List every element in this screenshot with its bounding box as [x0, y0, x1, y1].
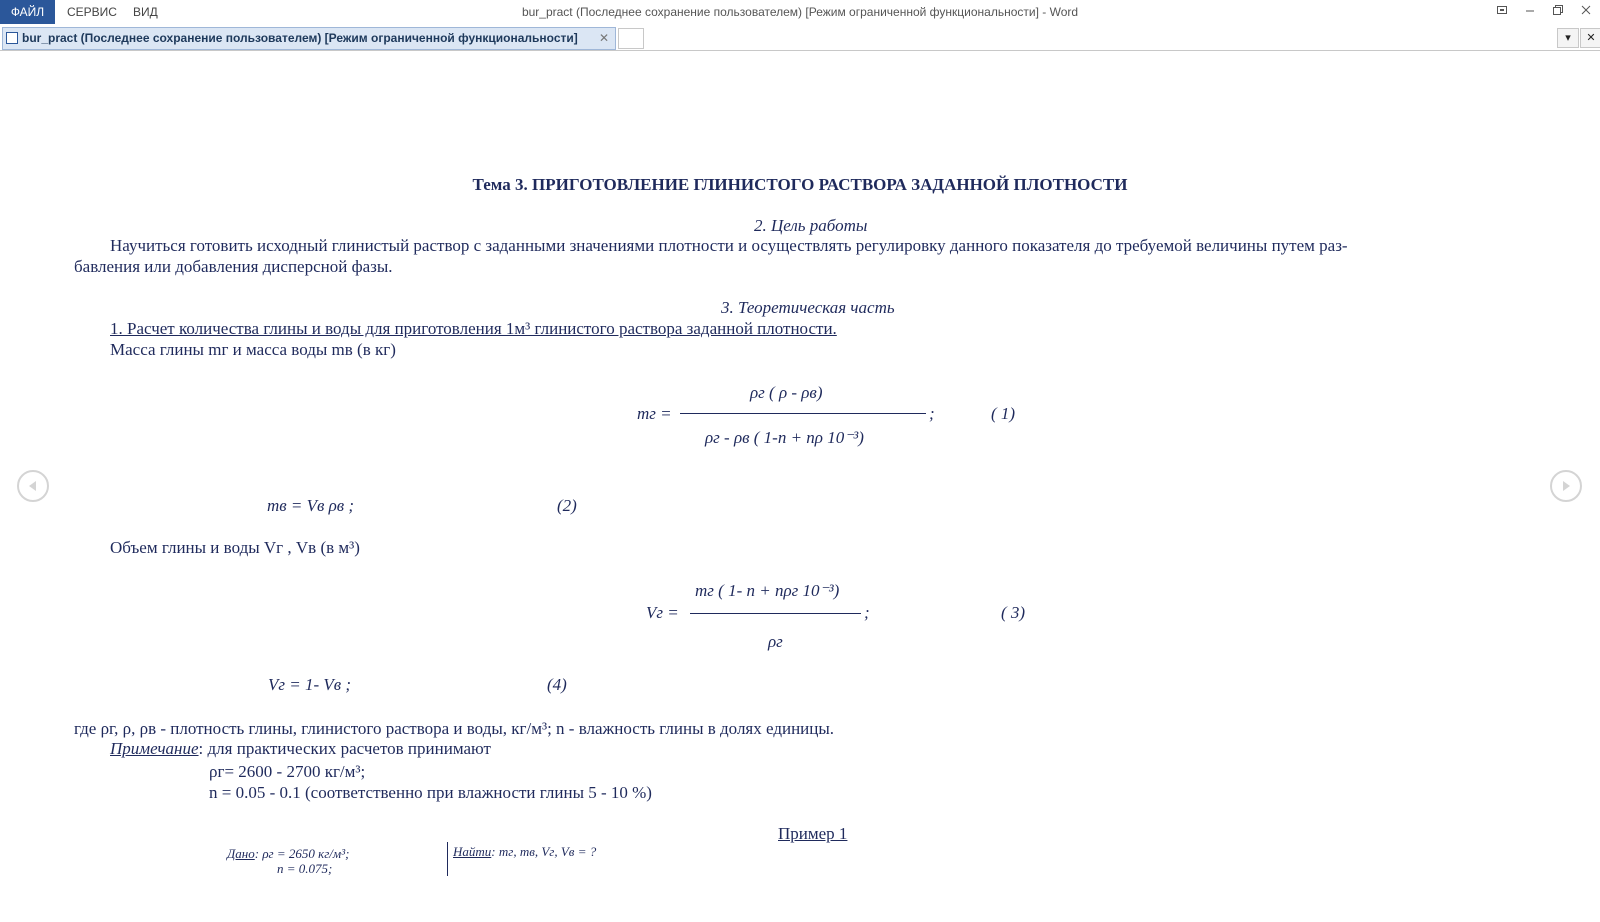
- eq3-number: ( 3): [1001, 603, 1026, 622]
- section-3-title: 3. Теоретическая часть: [721, 298, 895, 317]
- restore-icon[interactable]: [1491, 2, 1513, 22]
- find-label: Найти: [453, 844, 492, 859]
- close-icon[interactable]: [1575, 2, 1597, 22]
- eq4-number: (4): [547, 675, 567, 694]
- word-doc-icon: [6, 32, 18, 44]
- eq3-semicolon: ;: [864, 603, 870, 622]
- given-label: Дано: [227, 846, 255, 861]
- eq1-semicolon: ;: [929, 404, 935, 423]
- document-tab[interactable]: [2, 27, 616, 50]
- eq3-lhs: Vг =: [646, 603, 679, 622]
- eq1-lhs: mг =: [637, 404, 672, 423]
- document-tab-bar: [0, 26, 1600, 51]
- eq2-body: mв = Vв ρв ;: [267, 496, 355, 515]
- find-text: : mг, mв, Vг, Vв = ?: [491, 844, 597, 859]
- eq4-body: Vг = 1- Vв ;: [268, 675, 352, 694]
- menu-view[interactable]: ВИД: [133, 5, 158, 19]
- note-text: : для практических расчетов принимают: [198, 739, 491, 758]
- menu-file[interactable]: ФАЙЛ: [0, 0, 55, 24]
- eq2-number: (2): [557, 496, 577, 515]
- menu-service[interactable]: СЕРВИС: [67, 5, 117, 19]
- note-rho-range: ρг= 2600 - 2700 кг/м³;: [209, 762, 366, 781]
- window-title: bur_pract (Последнее сохранение пользователем) [Режим ограниченной функциональности] - Word: [521, 5, 1079, 19]
- given-find-divider: [447, 842, 448, 876]
- subsection-1-title: 1. Расчет количества глины и воды для приготовления 1м³ глинистого раствора заданной плотности.: [110, 319, 837, 338]
- new-tab-button[interactable]: [618, 28, 644, 49]
- eq3-denominator: ρг: [768, 632, 783, 651]
- goal-text-line1: Научиться готовить исходный глинистый раствор с заданными значениями плотности и осуществлять регулировку данного показателя до требуемой величины путем раз-: [110, 236, 1348, 255]
- goal-text-line2: бавления или добавления дисперсной фазы.: [74, 257, 393, 276]
- document-page: [0, 50, 1600, 922]
- eq3-numerator: mг ( 1- n + nρг 10⁻³): [695, 581, 840, 600]
- example-1-title: Пример 1: [778, 824, 848, 843]
- mass-intro-text: Масса глины mг и масса воды mв (в кг): [110, 340, 396, 359]
- given-rho: : ρг = 2650 кг/м³;: [254, 846, 350, 861]
- title-bar: [0, 0, 1600, 24]
- close-document-button[interactable]: ✕: [1580, 28, 1600, 48]
- minimize-icon[interactable]: [1519, 2, 1541, 22]
- eq1-denominator: ρг - ρв ( 1-n + nρ 10⁻³): [705, 428, 864, 447]
- page-heading: Тема 3. ПРИГОТОВЛЕНИЕ ГЛИНИСТОГО РАСТВОРА ЗАДАННОЙ ПЛОТНОСТИ: [472, 175, 1128, 194]
- given-line: [227, 846, 349, 862]
- maximize-icon[interactable]: [1547, 2, 1569, 22]
- eq1-number: ( 1): [991, 404, 1016, 423]
- given-n: n = 0.075;: [277, 861, 333, 876]
- note-label: Примечание: [110, 739, 199, 758]
- tab-close-button[interactable]: ✕: [598, 31, 609, 45]
- volume-intro-text: Объем глины и воды Vг , Vв (в м³): [110, 538, 360, 557]
- eq3-fraction-line: [690, 613, 861, 614]
- document-tab-label: bur_pract (Последнее сохранение пользователем) [Режим ограниченной функциональности]: [22, 31, 578, 45]
- note-n-range: n = 0.05 - 0.1 (соответственно при влажности глины 5 - 10 %): [209, 783, 652, 802]
- note-line: [110, 739, 491, 759]
- find-line: [453, 844, 596, 860]
- section-2-title: 2. Цель работы: [754, 216, 868, 235]
- eq1-fraction-line: [680, 413, 926, 414]
- definitions-text: где ρг, ρ, ρв - плотность глины, глинистого раствора и воды, кг/м³; n - влажность глины в долях единицы.: [74, 719, 835, 738]
- eq1-numerator: ρг ( ρ - ρв): [750, 383, 823, 402]
- dropdown-icon[interactable]: ▾: [1557, 28, 1579, 48]
